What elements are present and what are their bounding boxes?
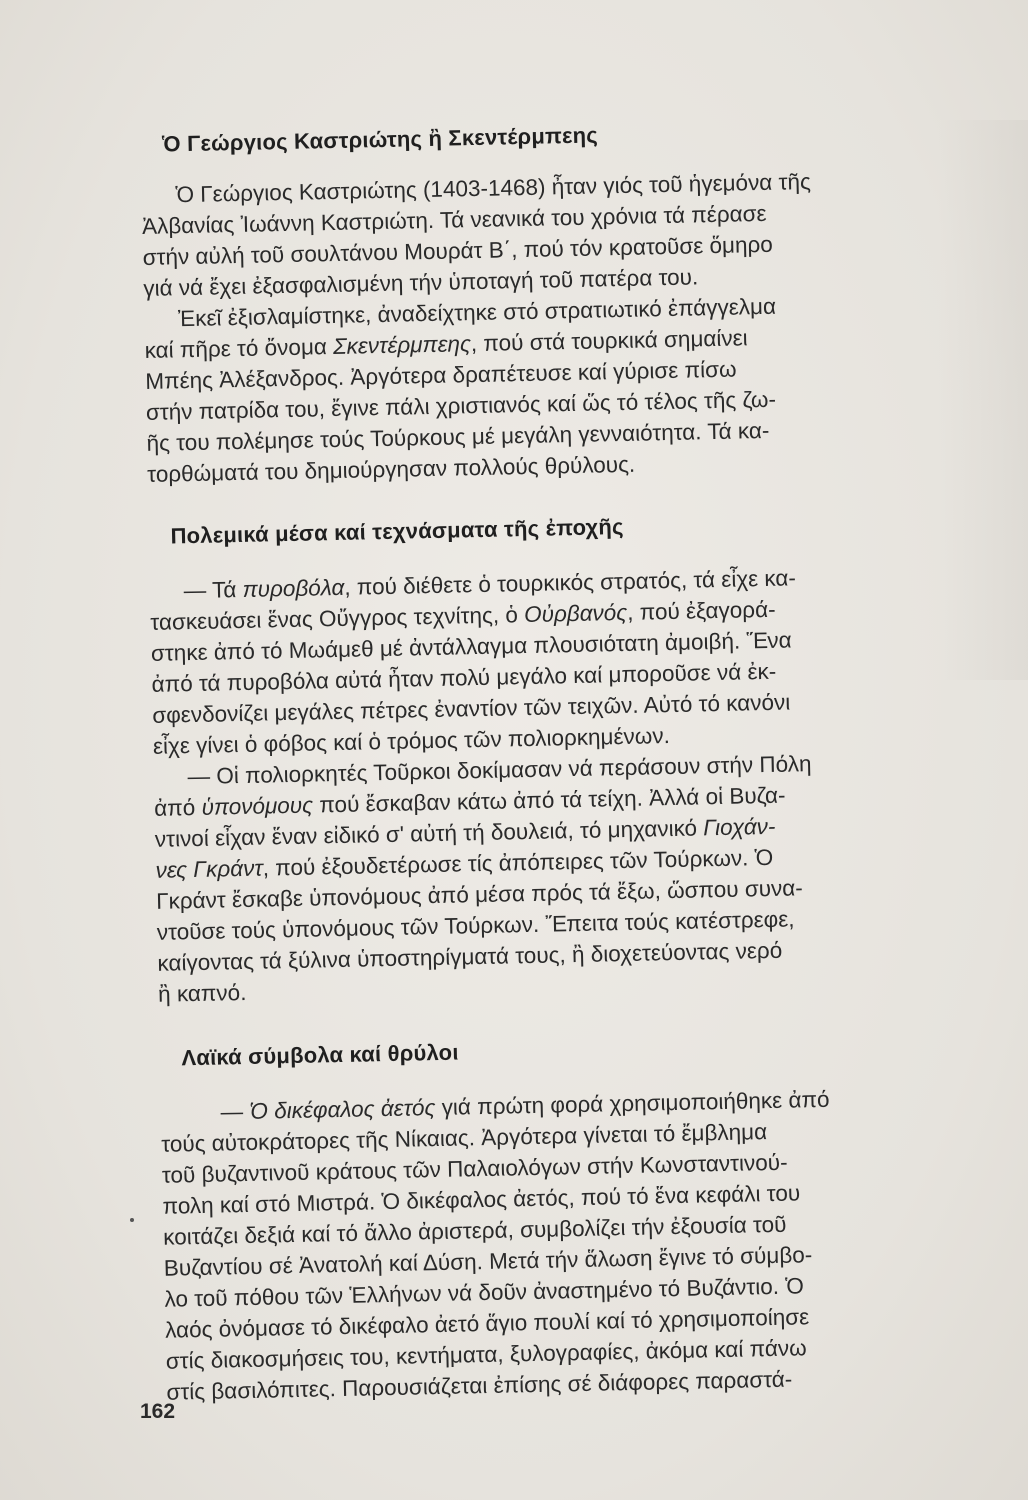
paragraph: [149, 559, 968, 762]
text-line: Ὁ Γεώργιος Καστριώτης (1403-1468) ἦταν γιός τοῦ ἡγεμόνα τῆς: [175, 168, 812, 208]
page-number: 162: [140, 1400, 176, 1423]
paragraph: [141, 163, 958, 304]
paragraph: [144, 287, 963, 490]
text-line: στήν πατρίδα του, ἔγινε πάλι χριστιανός καί ὥς τό τέλος τῆς ζω-: [145, 386, 777, 425]
italic-term: νες Γκράντ: [155, 855, 263, 883]
text-line: ντινοί εἶχαν ἕναν εἰδικό σ' αὐτή τή δουλειά, τό μηχανικό Γιοχάν-: [154, 813, 776, 852]
italic-term: Σκεντέρμπεης: [332, 331, 472, 360]
italic-term: πυροβόλα: [242, 574, 345, 602]
section-heading-symbols: Λαϊκά σύμβολα καί θρύλοι: [181, 1039, 459, 1071]
text-line: Μπέης Ἀλέξανδρος. Ἀργότερα δραπέτευσε καί γύρισε πίσω: [145, 356, 737, 394]
text-line: στήν αὐλή τοῦ σουλτάνου Μουράτ Β΄, πού τόν κρατοῦσε ὅμηρο: [142, 231, 774, 270]
page-content: [140, 111, 982, 1408]
text-line: — Οἱ πολιορκητές Τοῦρκοι δοκίμασαν νά περάσουν στήν Πόλη: [187, 751, 812, 790]
paragraph: [160, 1081, 981, 1408]
text-line: πολη καί στό Μιστρά. Ὁ δικέφαλος ἀετός, πού τό ἕνα κεφάλι του: [162, 1180, 801, 1219]
text-line: λαός ὀνόμασε τό δικέφαλο ἀετό ἅγιο πουλί καί τό χρησιμοποίησε: [164, 1304, 810, 1343]
text-line: εἶχε γίνει ὁ φόβος καί ὁ τρόμος τῶν πολιορκημένων.: [152, 723, 671, 759]
section-heading-weapons: Πολεμικά μέσα καί τεχνάσματα τῆς ἐποχῆς: [170, 513, 624, 549]
text-line: κοιτάζει δεξιά καί τό ἄλλο ἀριστερά, συμβολίζει τήν ἐξουσία τοῦ: [162, 1211, 787, 1250]
text-line: γιά νά ἔχει ἐξασφαλισμένη τήν ὑποταγή τοῦ πατέρα του.: [143, 264, 699, 301]
text-line: στίς βασιλόπιτες. Παρουσιάζεται ἐπίσης σέ διάφορες παραστά-: [166, 1366, 793, 1405]
text-line: τούς αὐτοκράτορες τῆς Νίκαιας. Ἀργότερα γίνεται τό ἔμβλημα: [161, 1119, 768, 1157]
text-line: σφενδονίζει μεγάλες πέτρες ἐναντίον τῶν τειχῶν. Αὐτό τό κανόνι: [152, 689, 791, 728]
text-line: Γκράντ ἔσκαβε ὑπονόμους ἀπό μέσα πρός τά ἔξω, ὥσπου συνα-: [155, 875, 803, 914]
text-line: ἀπό ὑπονόμους πού ἔσκαβαν κάτω ἀπό τά τείχη. Ἀλλά οἱ Βυζα-: [153, 782, 786, 821]
text-line: — Ὁ δικέφαλος ἀετός γιά πρώτη φορά χρησιμοποιήθηκε ἀπό: [220, 1086, 830, 1125]
section-heading-skanderbeg: Ὁ Γεώργιος Καστριώτης ἢ Σκεντέρμπεης: [162, 122, 599, 157]
italic-term: Ὁ δικέφαλος ἀετός: [249, 1095, 436, 1124]
text-line: νες Γκράντ, πού ἐξουδετέρωσε τίς ἀπόπειρες τῶν Τούρκων. Ὁ: [155, 844, 774, 883]
text-line: λο τοῦ πόθου τῶν Ἑλλήνων νά δοῦν ἀναστημένο τό Βυζάντιο. Ὁ: [164, 1273, 805, 1312]
text-line: καίγοντας τά ξύλινα ὑποστηρίγματά τους, ἢ διοχετεύοντας νερό: [157, 937, 783, 976]
text-line: Ἐκεῖ ἐξισλαμίστηκε, ἀναδείχτηκε στό στρατιωτικό ἐπάγγελμα: [177, 293, 777, 332]
text-line: ῆς του πολέμησε τούς Τούρκους μέ μεγάλη γενναιότητα. Τά κα-: [146, 417, 770, 456]
text-line: τασκευάσει ἕνας Οὔγγρος τεχνίτης, ὁ Οὐρβανός, πού ἐξαγορά-: [150, 596, 776, 635]
text-line: Βυζαντίου σέ Ἀνατολή καί Δύση. Μετά τήν ἅλωση ἔγινε τό σύμβο-: [163, 1242, 813, 1281]
italic-term: Οὐρβανός: [523, 599, 628, 628]
text-line: ντοῦσε τούς ὑπονόμους τῶν Τούρκων. Ἔπειτα τούς κατέστρεφε,: [156, 906, 795, 945]
text-line: στηκε ἀπό τό Μωάμεθ μέ ἀντάλλαγμα πλουσιότατη ἀμοιβή. Ἕνα: [150, 627, 792, 666]
text-line: ἢ καπνό.: [157, 979, 247, 1007]
text-line: Ἀλβανίας Ἰωάννη Καστριώτη. Τά νεανικά του χρόνια τά πέρασε: [141, 200, 767, 239]
italic-term: ὑπονόμους: [201, 792, 314, 820]
print-speck: [130, 1218, 134, 1222]
text-line: — Τά πυροβόλα, πού διέθετε ὁ τουρκικός στρατός, τά εἶχε κα-: [183, 565, 797, 604]
text-line: τορθώματά του δημιούργησαν πολλούς θρύλους.: [146, 451, 636, 487]
text-line: ἀπό τά πυροβόλα αὐτά ἦταν πολύ μεγάλο καί μποροῦσε νά ἐκ-: [151, 658, 777, 697]
paragraph: [153, 745, 973, 1010]
italic-term: Γιοχάν-: [703, 813, 776, 841]
text-line: στίς διακοσμήσεις του, κεντήματα, ξυλογραφίες, ἀκόμα καί πάνω: [165, 1335, 807, 1374]
text-line: καί πῆρε τό ὄνομα Σκεντέρμπεης, πού στά τουρκικά σημαίνει: [144, 325, 748, 363]
text-line: τοῦ βυζαντινοῦ κράτους τῶν Παλαιολόγων στήν Κωνσταντινού-: [161, 1149, 788, 1188]
